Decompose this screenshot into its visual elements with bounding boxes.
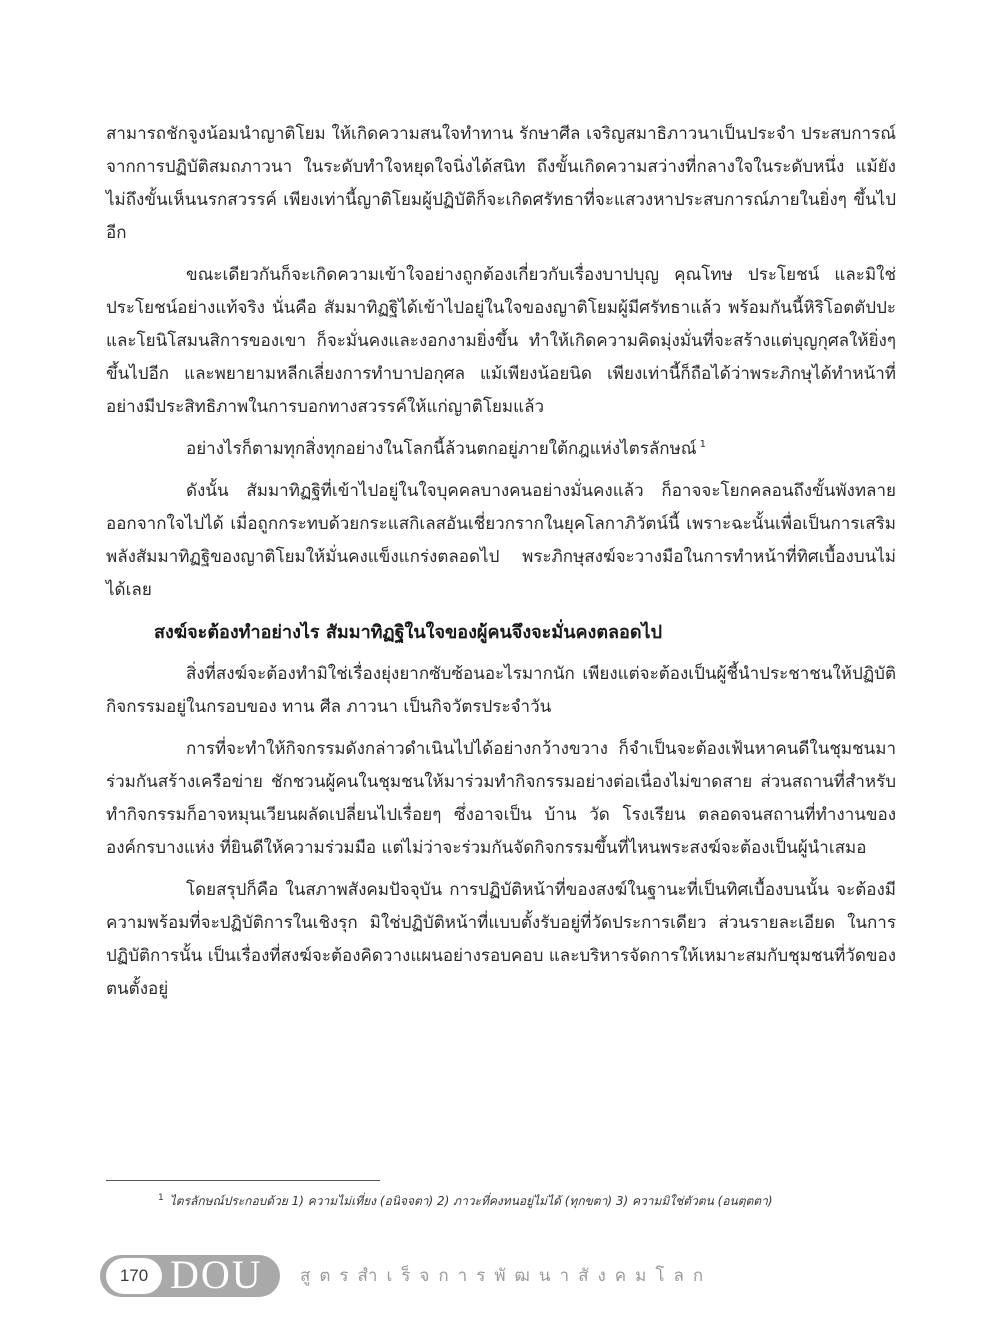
footnote <box>106 1189 896 1210</box>
paragraph-4: ดังนั้น สัมมาทิฏฐิที่เข้าไปอยู่ในใจบุคคลบางคนอย่างมั่นคงแล้ว ก็อาจจะโยกคลอนถึงขั้นพังทลายออกจากใจไปได้ เมื่อถูกกระทบด้วยกระแสกิเลสอันเชี่ยวกรากในยุคโลกาภิวัตน์นี้ เพราะฉะนั้นเพื่อเป็นการเสริมพลังสัมมาทิฏฐิของญาติโยมให้มั่นคงแข็งแกร่งตลอดไป พระภิกษุสงฆ์จะวางมือในการทำหน้าที่ทิศเบื้องบนไม่ได้เลย <box>106 481 896 600</box>
footnote-marker: 1 <box>158 1193 164 1203</box>
body-text <box>106 118 896 1015</box>
paragraph-6: การที่จะทำให้กิจกรรมดังกล่าวดำเนินไปได้อย่างกว้างขวาง ก็จำเป็นจะต้องเฟ้นหาคนดีในชุมชนมาร่วมกันสร้างเครือข่าย ชักชวนผู้คนในชุมชนให้มาร่วมทำกิจกรรมอย่างต่อเนื่องไม่ขาดสาย ส่วนสถานที่สำหรับทำกิจกรรมก็อาจหมุนเวียนผลัดเปลี่ยนไปเรื่อยๆ ซึ่งอาจเป็น บ้าน วัด โรงเรียน ตลอดจนสถานที่ทำงานขององค์กรบางแห่ง ที่ยินดีให้ความร่วมมือ แต่ไม่ว่าจะร่วมกันจัดกิจกรรมขึ้นที่ไหนพระสงฆ์จะต้องเป็นผู้นำเสมอ <box>106 739 896 858</box>
footnote-reference[interactable]: 1 <box>699 439 706 451</box>
paragraph-1: สามารถชักจูงน้อมนำญาติโยม ให้เกิดความสนใจทำทาน รักษาศีล เจริญสมาธิภาวนาเป็นประจำ ประสบการณ์จากการปฏิบัติสมถภาวนา ในระดับทำใจหยุดใจนิ่งได้สนิท ถึงขั้นเกิดความสว่างที่กลางใจในระดับหนึ่ง แม้ยังไม่ถึงขั้นเห็นนรกสวรรค์ เพียงเท่านี้ญาติโยมผู้ปฏิบัติก็จะเกิดศรัทธาที่จะแสวงหาประสบการณ์ภายในยิ่งๆ ขึ้นไปอีก <box>106 124 896 243</box>
page-number: 170 <box>106 1258 162 1294</box>
running-title: สูตรสำเร็จการพัฒนาสังคมโลก <box>300 1266 713 1286</box>
paragraph-7: โดยสรุปก็คือ ในสภาพสังคมปัจจุบัน การปฏิบัติหน้าที่ของสงฆ์ในฐานะที่เป็นทิศเบื้องบนนั้น จะต้องมีความพร้อมที่จะปฏิบัติการในเชิงรุก มิใช่ปฏิบัติหน้าที่แบบตั้งรับอยู่ที่วัดประการเดียว ส่วนรายละเอียด ในการปฏิบัติการนั้น เป็นเรื่องที่สงฆ์จะต้องคิดวางแผนอย่างรอบคอบ และบริหารจัดการให้เหมาะสมกับชุมชนที่วัดของตนตั้งอยู่ <box>106 880 896 999</box>
paragraph-2: ขณะเดียวกันก็จะเกิดความเข้าใจอย่างถูกต้องเกี่ยวกับเรื่องบาปบุญ คุณโทษ ประโยชน์ และมิใช่ประโยชน์อย่างแท้จริง นั่นคือ สัมมาทิฏฐิได้เข้าไปอยู่ในใจของญาติโยมผู้มีศรัทธาแล้ว พร้อมกันนี้หิริโอตตัปปะ และโยนิโสมนสิการของเขา ก็จะมั่นคงและงอกงามยิ่งขึ้น ทำให้เกิดความคิดมุ่งมั่นที่จะสร้างแต่บุญกุศลให้ยิ่งๆ ขึ้นไปอีก และพยายามหลีกเลี่ยงการทำบาปอกุศล แม้เพียงน้อยนิด เพียงเท่านี้ก็ถือได้ว่าพระภิกษุได้ทำหน้าที่ อย่างมีประสิทธิภาพในการบอกทางสวรรค์ให้แก่ญาติโยมแล้ว <box>106 265 896 417</box>
section-heading: สงฆ์จะต้องทำอย่างไร สัมมาทิฏฐิในใจของผู้คนจึงจะมั่นคงตลอดไป <box>154 622 663 643</box>
dou-logo: DOU <box>170 1252 263 1297</box>
paragraph-5: สิ่งที่สงฆ์จะต้องทำมิใช่เรื่องยุ่งยากซับซ้อนอะไรมากนัก เพียงแต่จะต้องเป็นผู้ชี้นำประชาชนให้ปฏิบัติกิจกรรมอยู่ในกรอบของ ทาน ศีล ภาวนา เป็นกิจวัตรประจำวัน <box>106 664 896 717</box>
paragraph-3 <box>106 433 896 466</box>
footnote-divider <box>106 1180 380 1181</box>
paragraph-3-text: อย่างไรก็ตามทุกสิ่งทุกอย่างในโลกนี้ล้วนตกอยู่ภายใต้กฎแห่งไตรลักษณ์ <box>186 439 697 459</box>
footnote-text: ไตรลักษณ์ประกอบด้วย 1) ความไม่เที่ยง (อนิจจตา) 2) ภาวะที่คงทนอยู่ไม่ได้ (ทุกขตา) 3) ความมิใช่ตัวตน (อนตฺตตา) <box>169 1194 773 1208</box>
